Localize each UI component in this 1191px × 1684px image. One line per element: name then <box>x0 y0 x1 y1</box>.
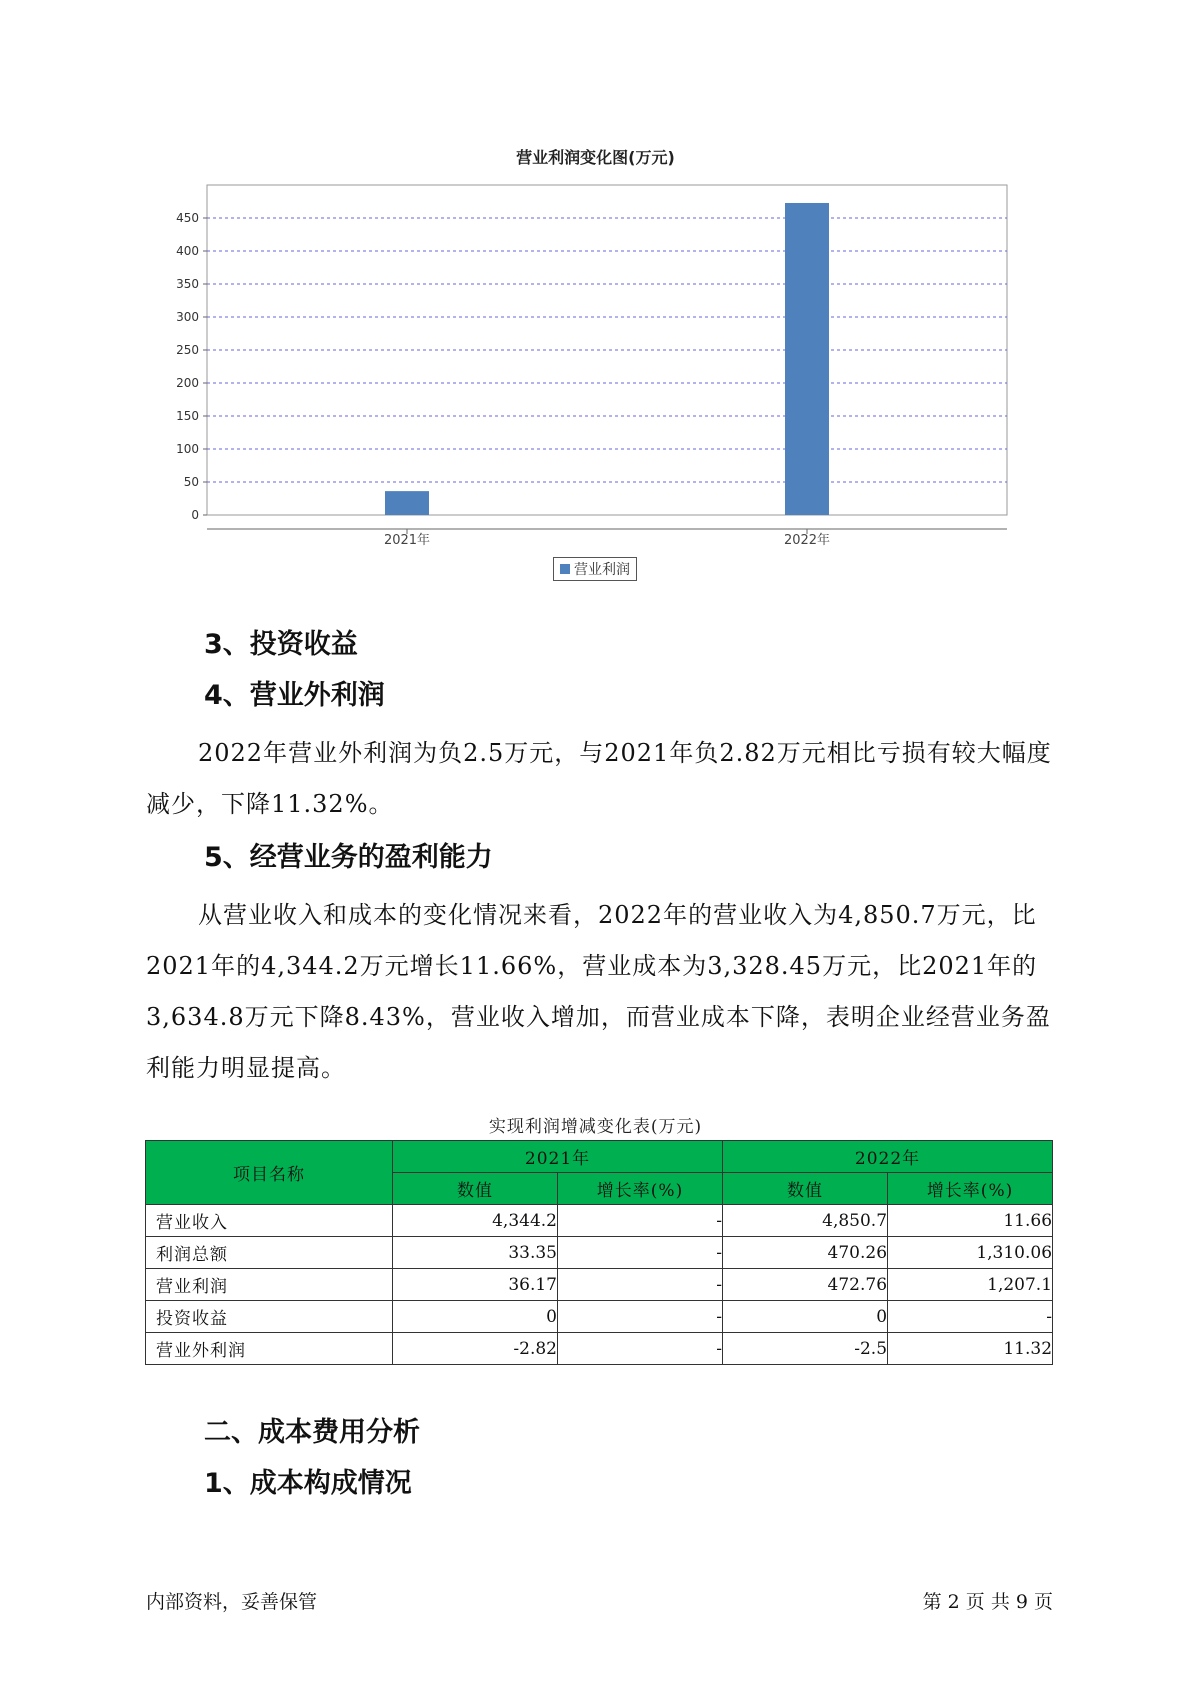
col-header-2022: 2022年 <box>723 1141 1053 1173</box>
bar <box>385 491 429 515</box>
cell-rate-2021: - <box>558 1269 723 1301</box>
x-tick-label: 2022年 <box>783 533 831 548</box>
cell-rate-2022: - <box>888 1301 1053 1333</box>
cell-value-2021: 36.17 <box>393 1269 558 1301</box>
paragraph-text: 2022年营业外利润为负2.5万元，与2021年负2.82万元相比亏损有较大幅度减少，下降11.32%。 <box>146 739 1052 818</box>
paragraph-profitability <box>146 890 1066 1094</box>
cell-rate-2022: 11.32 <box>888 1333 1053 1365</box>
col-header-rate-2022: 增长率(%) <box>888 1173 1053 1205</box>
cell-rate-2022: 1,310.06 <box>888 1237 1053 1269</box>
legend-swatch <box>560 564 570 574</box>
cell-value-2022: -2.5 <box>723 1333 888 1365</box>
table-row <box>146 1301 1053 1333</box>
y-tick-label: 150 <box>176 409 199 423</box>
cell-value-2022: 0 <box>723 1301 888 1333</box>
heading-cost-composition: 1、成本构成情况 <box>204 1468 412 1499</box>
row-name: 投资收益 <box>146 1301 393 1333</box>
y-tick-label: 350 <box>176 277 199 291</box>
bar <box>785 203 829 515</box>
row-name: 营业外利润 <box>146 1333 393 1365</box>
paragraph-text: 从营业收入和成本的变化情况来看，2022年的营业收入为4,850.7万元，比2021年的4,344.2万元增长11.66%，营业成本为3,328.45万元，比2021年的3,634.8万元下降8.43%，营业收入增加，而营业成本下降，表明企业经营业务盈利能力明显提高。 <box>146 901 1051 1082</box>
cell-rate-2021: - <box>558 1301 723 1333</box>
row-name: 营业收入 <box>146 1205 393 1237</box>
table-caption: 实现利润增减变化表(万元) <box>488 1117 703 1137</box>
col-header-rate-2021: 增长率(%) <box>558 1173 723 1205</box>
cell-value-2021: 4,344.2 <box>393 1205 558 1237</box>
col-header-2021: 2021年 <box>393 1141 723 1173</box>
cell-rate-2022: 11.66 <box>888 1205 1053 1237</box>
y-tick-label: 450 <box>176 211 199 225</box>
heading-non-operating-profit: 4、营业外利润 <box>204 680 385 711</box>
footer-confidential: 内部资料，妥善保管 <box>146 1591 318 1613</box>
chart-legend <box>553 557 637 581</box>
cell-rate-2021: - <box>558 1333 723 1365</box>
table-row <box>146 1269 1053 1301</box>
col-header-value-2022: 数值 <box>723 1173 888 1205</box>
cell-rate-2021: - <box>558 1205 723 1237</box>
cell-value-2021: -2.82 <box>393 1333 558 1365</box>
row-name: 营业利润 <box>146 1269 393 1301</box>
y-tick-label: 200 <box>176 376 199 390</box>
cell-value-2022: 4,850.7 <box>723 1205 888 1237</box>
y-tick-label: 100 <box>176 442 199 456</box>
profit-bar-chart <box>0 0 1191 560</box>
table-row <box>146 1333 1053 1365</box>
y-tick-label: 300 <box>176 310 199 324</box>
table-row <box>146 1205 1053 1237</box>
paragraph-non-operating <box>146 728 1066 830</box>
col-header-value-2021: 数值 <box>393 1173 558 1205</box>
chart-title: 营业利润变化图(万元) <box>516 148 675 167</box>
row-name: 利润总额 <box>146 1237 393 1269</box>
y-tick-label: 400 <box>176 244 199 258</box>
legend-label: 营业利润 <box>574 562 630 578</box>
y-tick-label: 250 <box>176 343 199 357</box>
y-tick-label: 50 <box>183 475 199 489</box>
cell-rate-2021: - <box>558 1237 723 1269</box>
cell-rate-2022: 1,207.1 <box>888 1269 1053 1301</box>
cell-value-2022: 470.26 <box>723 1237 888 1269</box>
heading-cost-analysis: 二、成本费用分析 <box>204 1417 420 1448</box>
heading-profitability: 5、经营业务的盈利能力 <box>204 842 493 873</box>
table-row <box>146 1237 1053 1269</box>
x-tick-label: 2021年 <box>383 533 431 548</box>
cell-value-2022: 472.76 <box>723 1269 888 1301</box>
cell-value-2021: 0 <box>393 1301 558 1333</box>
cell-value-2021: 33.35 <box>393 1237 558 1269</box>
footer-page-number: 第 2 页 共 9 页 <box>922 1591 1053 1613</box>
y-tick-label: 0 <box>191 508 199 522</box>
heading-investment-income: 3、投资收益 <box>204 629 358 660</box>
profit-change-table <box>145 1140 1053 1365</box>
col-header-name: 项目名称 <box>146 1141 393 1205</box>
